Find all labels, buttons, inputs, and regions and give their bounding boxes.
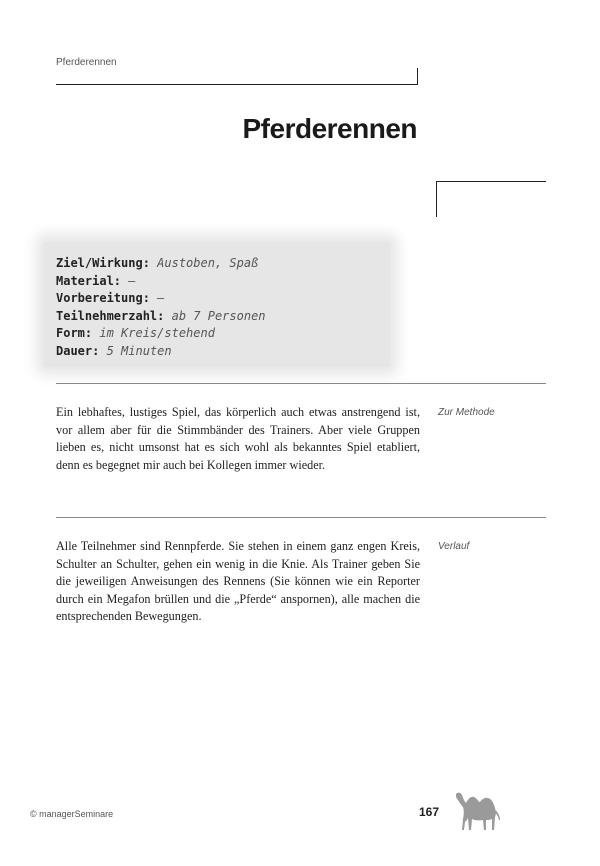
section-divider: [56, 383, 546, 384]
info-value: im Kreis/stehend: [99, 326, 215, 340]
info-label: Ziel/Wirkung:: [56, 256, 150, 270]
page-number: 167: [419, 805, 440, 819]
info-row-participants: [56, 308, 266, 326]
corner-mark-vertical: [436, 181, 437, 217]
info-value: 5 Minuten: [106, 343, 172, 358]
running-head: Pferderennen: [56, 57, 117, 68]
info-row-material: [56, 273, 266, 291]
info-list: [56, 255, 266, 360]
info-value: –: [157, 291, 165, 305]
method-side-label: Zur Methode: [438, 407, 495, 418]
info-value: Austoben, Spaß: [157, 256, 259, 270]
info-label: Material:: [56, 273, 122, 288]
procedure-side-label: Verlauf: [438, 541, 470, 552]
section-divider: [56, 517, 546, 518]
info-row-preparation: [56, 290, 266, 308]
camel-icon: [452, 786, 504, 834]
page-title: Pferderennen: [242, 113, 417, 144]
info-row-form: [56, 325, 266, 343]
info-label: Dauer:: [56, 343, 100, 358]
info-value: –: [128, 273, 136, 288]
corner-mark-horizontal: [436, 181, 546, 182]
header-rule: [56, 84, 418, 85]
footer-copyright: © managerSeminare: [30, 809, 114, 819]
procedure-paragraph: Alle Teilnehmer sind Rennpferde. Sie stehen in einem ganz engen Kreis, Schulter an Schulter, gehen ein wenig in die Knie. Als Trainer geben Sie die jeweiligen Anweisungen des Rennens (Sie können wie ein Reporter durch ein Megafon brüllen und die „Pferde“ anspornen), alle machen die entsprechenden Bewegungen.: [56, 539, 420, 623]
info-row-goal: [56, 255, 266, 273]
info-row-duration: [56, 343, 266, 361]
info-label: Teilnehmerzahl:: [56, 308, 165, 323]
method-paragraph: Ein lebhaftes, lustiges Spiel, das körperlich auch etwas anstrengend ist, vor allem aber für die Stimmbänder des Trainers. Aber viele Gruppen lieben es, nicht umsonst hat es sich wohl als bekanntes Spiel etabliert, denn es begegnet mir auch bei Kollegen immer wieder.: [56, 405, 420, 472]
info-label: Form:: [56, 326, 93, 340]
info-value: ab 7 Personen: [171, 308, 266, 323]
info-label: Vorbereitung:: [56, 291, 150, 305]
header-rule-tick: [417, 68, 418, 85]
